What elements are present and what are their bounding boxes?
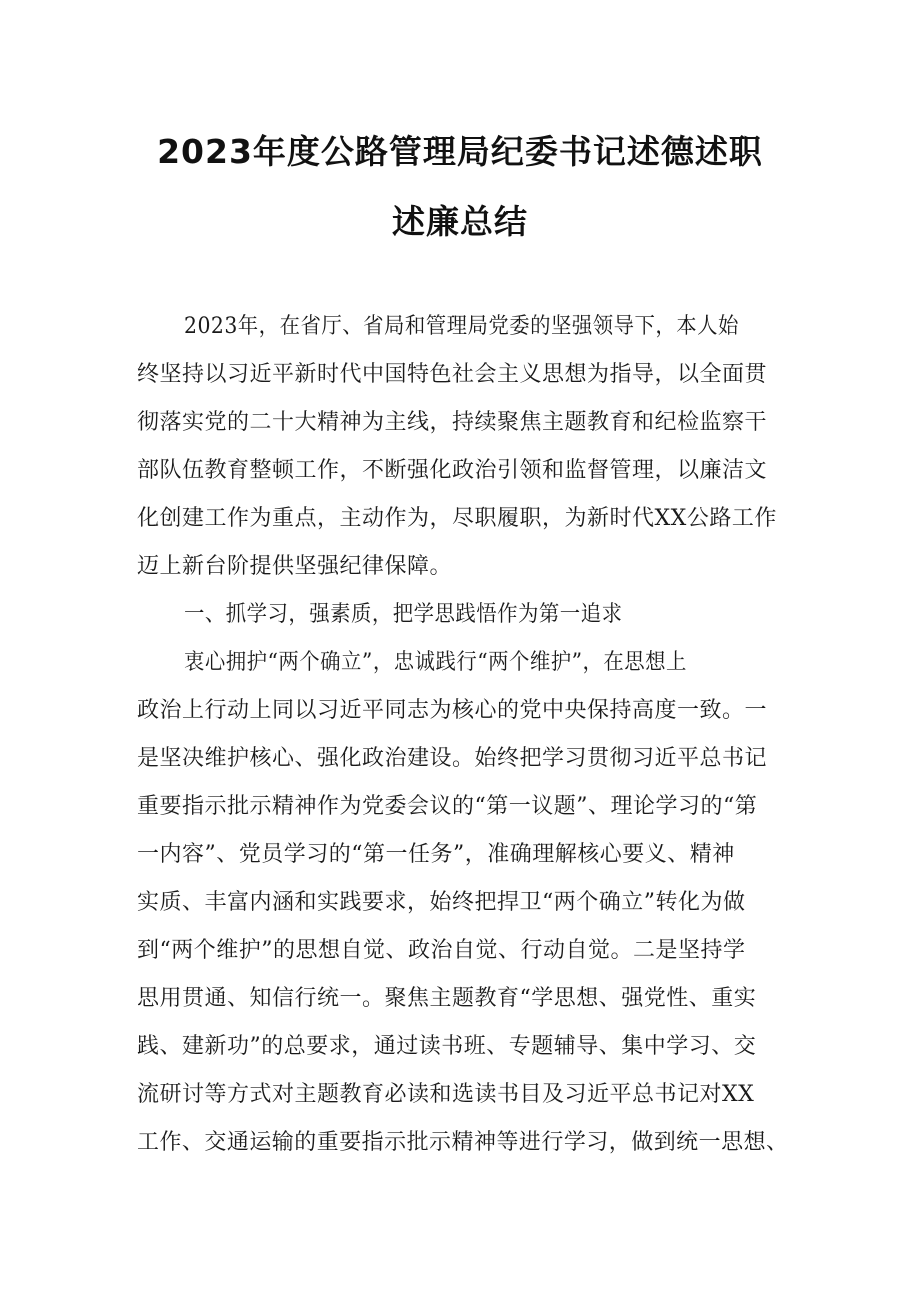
paragraph-2-line-2: 政治上行动上同以习近平同志为核心的党中央保持高度一致。一	[137, 698, 768, 723]
paragraph-2-line-9: 践、建新功”的总要求，通过读书班、专题辅导、集中学习、交	[137, 1034, 757, 1059]
paragraph-1-line-3: 彻落实党的二十大精神为主线，持续聚焦主题教育和纪检监察干	[137, 410, 768, 435]
paragraph-2-line-1: 衷心拥护“两个确立”，忠诚践行“两个维护”，在思想上	[184, 650, 687, 675]
paragraph-1-line-1: 2023年，在省厅、省局和管理局党委的坚强领导下，本人始	[184, 314, 739, 339]
paragraph-2-line-11: 工作、交通运输的重要指示批示精神等进行学习，做到统一思想、	[137, 1130, 789, 1155]
document-title-line-2: 述廉总结	[392, 202, 528, 241]
paragraph-1-line-6: 迈上新台阶提供坚强纪律保障。	[137, 554, 453, 579]
paragraph-2-line-8: 思用贯通、知信行统一。聚焦主题教育“学思想、强党性、重实	[137, 986, 757, 1011]
paragraph-2-line-4: 重要指示批示精神作为党委会议的“第一议题”、理论学习的“第	[137, 794, 758, 819]
paragraph-1-line-5: 化创建工作为重点，主动作为，尽职履职，为新时代XX公路工作	[137, 506, 777, 531]
paragraph-2-line-10: 流研讨等方式对主题教育必读和选读书目及习近平总书记对XX	[137, 1082, 755, 1107]
paragraph-2-line-7: 到“两个维护”的思想自觉、政治自觉、行动自觉。二是坚持学	[137, 938, 746, 963]
paragraph-2-line-3: 是坚决维护核心、强化政治建设。始终把学习贯彻习近平总书记	[137, 746, 768, 771]
paragraph-2-line-6: 实质、丰富内涵和实践要求，始终把捍卫“两个确立”转化为做	[137, 890, 746, 915]
paragraph-1-line-2: 终坚持以习近平新时代中国特色社会主义思想为指导，以全面贯	[137, 362, 768, 387]
paragraph-1-line-4: 部队伍教育整顿工作，不断强化政治引领和监督管理，以廉洁文	[137, 458, 768, 483]
paragraph-2-line-5: 一内容”、党员学习的“第一任务”，准确理解核心要义、精神	[137, 842, 735, 867]
section-heading-1: 一、抓学习，强素质，把学思践悟作为第一追求	[184, 602, 623, 627]
document-title-line-1: 2023年度公路管理局纪委书记述德述职	[157, 132, 763, 171]
